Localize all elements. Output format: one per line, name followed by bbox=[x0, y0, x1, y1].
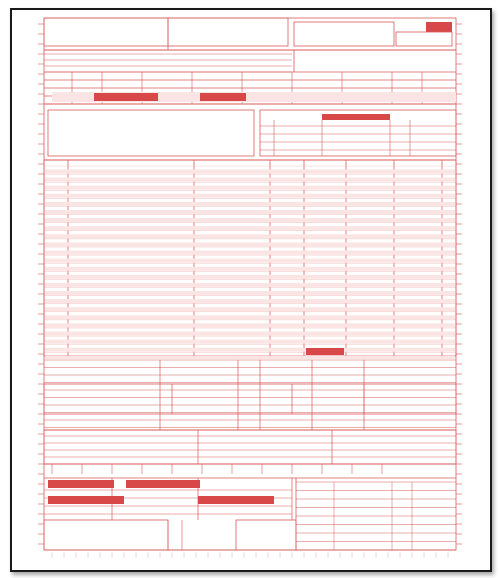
service-line-band bbox=[45, 210, 455, 214]
responsible-party-box bbox=[48, 110, 254, 156]
insured-info-box bbox=[44, 384, 456, 414]
occurrence-code-block-1 bbox=[94, 93, 158, 101]
patient-control-box bbox=[294, 22, 394, 46]
service-line-band bbox=[45, 267, 455, 271]
service-line-band bbox=[45, 323, 455, 327]
form-shaded-blocks bbox=[44, 18, 456, 550]
service-line-band bbox=[45, 315, 455, 319]
service-line-band bbox=[45, 348, 455, 352]
pay-to-name-box bbox=[168, 18, 288, 46]
service-line-band bbox=[45, 251, 455, 255]
other-procedure-block bbox=[126, 480, 200, 488]
service-line-band bbox=[45, 178, 455, 182]
service-line-band bbox=[45, 299, 455, 303]
service-line-band bbox=[45, 307, 455, 311]
service-line-band bbox=[45, 242, 455, 246]
service-line-band bbox=[45, 340, 455, 344]
occurrence-code-block-2 bbox=[200, 93, 246, 101]
value-codes-header-block bbox=[322, 114, 390, 120]
service-line-band bbox=[45, 356, 455, 360]
claim-form-sheet bbox=[10, 8, 492, 572]
service-line-band bbox=[45, 170, 455, 174]
service-line-band bbox=[45, 332, 455, 336]
provider-name-box bbox=[44, 18, 168, 46]
procedure-block-4 bbox=[198, 496, 274, 504]
totals-block bbox=[306, 348, 344, 355]
procedure-block-3 bbox=[48, 496, 124, 504]
bill-type-box bbox=[396, 32, 452, 46]
service-line-band bbox=[45, 283, 455, 287]
service-line-band bbox=[45, 194, 455, 198]
principal-procedure-block bbox=[48, 480, 114, 488]
code-code-box bbox=[236, 520, 296, 550]
service-line-band bbox=[45, 218, 455, 222]
service-line-band bbox=[45, 186, 455, 190]
service-line-band bbox=[45, 234, 455, 238]
remarks-box bbox=[44, 520, 168, 550]
service-line-band bbox=[45, 259, 455, 263]
claim-form bbox=[12, 10, 490, 570]
service-line-band bbox=[45, 275, 455, 279]
service-line-band bbox=[45, 291, 455, 295]
service-line-band bbox=[45, 226, 455, 230]
bill-type-block bbox=[426, 22, 452, 32]
service-line-band bbox=[45, 202, 455, 206]
